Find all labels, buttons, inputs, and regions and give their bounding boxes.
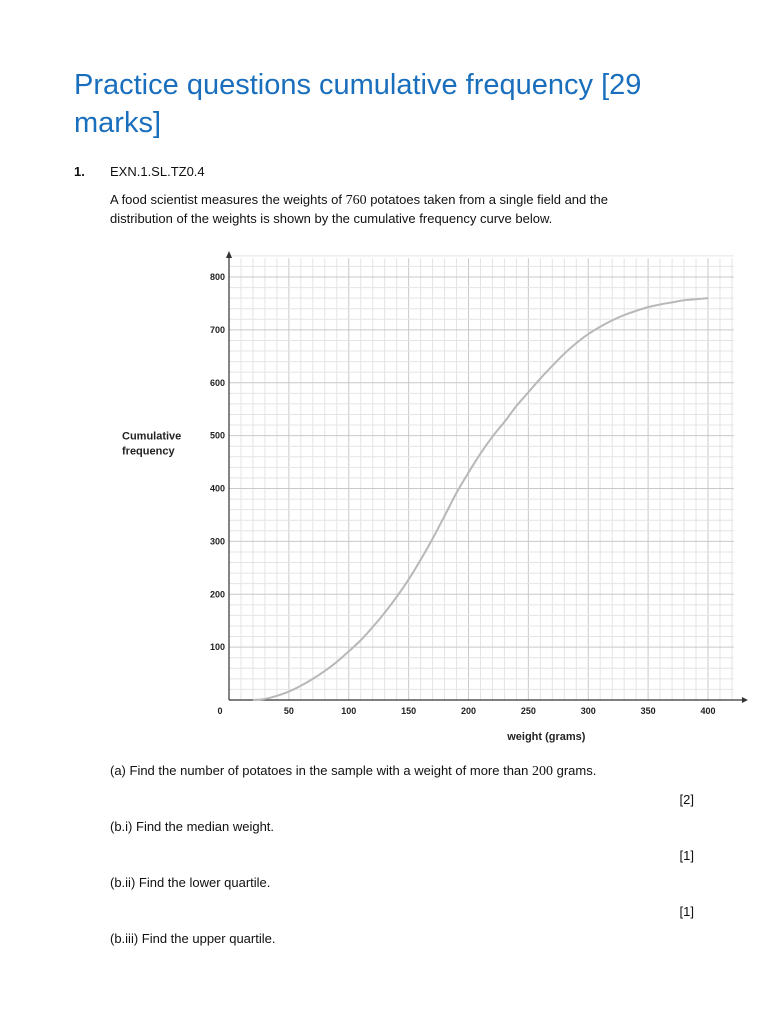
question-number: 1.: [74, 164, 85, 179]
x-axis-label: weight (grams): [507, 731, 586, 743]
x-tick-label: 300: [580, 706, 596, 716]
y-axis-arrow: [226, 251, 232, 258]
x-tick-label: 400: [700, 706, 716, 716]
y-tick-label: 600: [209, 377, 225, 388]
part-a-after: grams.: [553, 763, 597, 778]
part-b-i-marks: [1]: [679, 848, 694, 863]
question-code: EXN.1.SL.TZ0.4: [110, 164, 205, 179]
x-tick-label: 250: [520, 706, 536, 716]
y-tick-label: 400: [209, 483, 225, 494]
intro-text-before: A food scientist measures the weights of: [110, 192, 346, 207]
x-tick-label: 200: [460, 706, 477, 716]
part-a-number: 200: [532, 764, 554, 779]
part-a-marks: [2]: [679, 792, 694, 807]
y-tick-label: 200: [209, 589, 225, 600]
part-a-before: (a) Find the number of potatoes in the sample with a weight of more than: [110, 763, 533, 778]
x-tick-label: 100: [341, 706, 357, 716]
x-tick-label: 0: [217, 706, 223, 716]
document-title: Practice questions cumulative frequency [29 marks]: [74, 69, 642, 139]
y-tick-label: 500: [209, 430, 225, 441]
y-tick-label: 300: [209, 536, 225, 547]
part-b-ii-marks: [1]: [679, 904, 694, 919]
y-tick-label: 100: [209, 642, 225, 653]
intro-text-after: potatoes taken from a single field and the distribution of the weights is shown by the cumulative frequency curve below.: [110, 192, 608, 226]
intro-number: 760: [345, 193, 367, 208]
y-tick-label: 800: [209, 272, 225, 282]
x-axis-arrow: [742, 697, 748, 703]
part-b-i-text: (b.i) Find the median weight.: [110, 819, 275, 834]
y-tick-label: 700: [209, 324, 225, 335]
y-axis-label: Cumulative frequency: [122, 430, 182, 458]
part-b-ii-text: (b.ii) Find the lower quartile.: [110, 875, 271, 890]
x-tick-label: 150: [401, 706, 417, 716]
part-b-iii-text: (b.iii) Find the upper quartile.: [110, 931, 276, 946]
part-a-text: [110, 763, 596, 780]
x-tick-label: 350: [640, 706, 656, 716]
x-tick-label: 50: [283, 706, 294, 716]
